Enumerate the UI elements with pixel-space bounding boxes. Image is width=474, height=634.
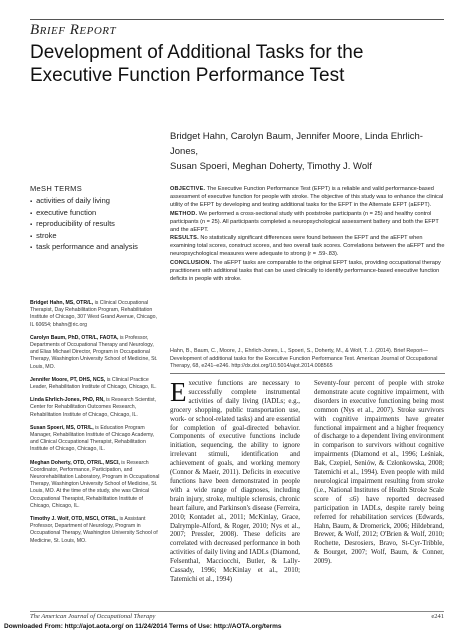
footer-rule bbox=[30, 611, 444, 612]
author-bio: Carolyn Baum, PhD, OTR/L, FAOTA, is Professor, Departments of Occupational Therapy and Neurology, and Elias Michael Director, Program in Occupational Therapy, Washington University School of Medicine, St. Louis, MO. bbox=[30, 334, 158, 370]
abstract-objective: OBJECTIVE. The Executive Function Performance Test (EFPT) is a reliable and valid performance-based assessment of executive function for people with stroke. The objective of this study was to enhance the clinical utility of the EFPT by developing and testing additional tasks for the EFPT in the Alternate EFPT (aEFPT). bbox=[170, 186, 444, 208]
author-bio: Susan Spoeri, MS, OTR/L, is Education Program Manager, Rehabilitation Institute of Chicago Academy, and Clinical Occupational Therapist, Rehabilitation Institute of Chicago, Chicago, IL. bbox=[30, 424, 155, 453]
author-bio: Timothy J. Wolf, OTD, MSCI, OTR/L, is Assistant Professor, Department of Neurology, Program in Occupational Therapy, Washington University School of Medicine, St. Louis, MO. bbox=[30, 516, 158, 544]
body-column-2 bbox=[314, 380, 444, 567]
authors-line-2: Susan Spoeri, Meghan Doherty, Timothy J. Wolf bbox=[170, 161, 372, 172]
top-rule bbox=[30, 19, 444, 20]
mesh-heading: MeSH TERMS bbox=[30, 184, 83, 193]
mesh-term: ▪ activities of daily living bbox=[30, 196, 158, 208]
author-bios bbox=[30, 300, 160, 551]
mesh-term: ▪ reproducibility of results bbox=[30, 219, 158, 231]
author-list bbox=[170, 129, 445, 174]
body-text: Seventy-four percent of people with stroke demonstrate acute cognitive impairment, with disorders in executive functioning being most common (Nys et al., 2007). Stroke survivors with cognitive impairments have greater functional impairment and a higher frequency of discharge to a dependent living environment in comparison to survivors without cognitive impairments (Diamond et al., 1996; Leśniak, Bak, Czepiel, Seniów, & Członkowska, 2008; Tatemichi et al., 1994). Even people with mild neurological impairment resulting from stroke (i.e., National Institutes of Health Stroke Scale score of ≤6) have reported decreased participation in IADLs, despite rarely being referred for rehabilitation services (Edwards, Hahn, Baum, & Dromerick, 2006; Hildebrand, Brewer, & Wolf, 2012; O'Brien & Wolf, 2010; Rochette, Desrosiers, Bravo, St-Cyr-Tribble, & Bourget, 2007; Wolf, Baum, & Conner, 2009). bbox=[314, 380, 444, 566]
abstract-method: METHOD. We performed a cross-sectional study with poststroke participants (n = 25) and healthy control participants (n = 25). All participants completed a neuropsychological assessment battery and both the EFPT and the aEFPT. bbox=[170, 210, 439, 233]
mesh-term-list bbox=[30, 196, 158, 254]
mesh-term: ▪ executive function bbox=[30, 208, 158, 220]
abstract-conclusion: CONCLUSION. The aEFPT tasks are comparable to the original EFPT tasks, providing occupational therapy practitioners with additional tasks that can be used clinically to identify performance-based executive function deficits in people with stroke. bbox=[170, 260, 441, 282]
journal-name: The American Journal of Occupational Therapy bbox=[30, 613, 156, 620]
authors-line-1: Bridget Hahn, Carolyn Baum, Jennifer Moore, Linda Ehrlich-Jones, bbox=[170, 131, 423, 157]
page-number: e241 bbox=[431, 613, 444, 620]
section-rule bbox=[170, 373, 445, 374]
mesh-term: ▪ task performance and analysis bbox=[30, 242, 158, 254]
body-text: xecutive functions are necessary to successfully complete instrumental activities of daily living (IADLs; e.g., grocery shopping, public transportation use, work- or school-related tasks) and are essential for completion of goal-directed behavior. Components of executive functions include initiation, sequencing, the ability to ignore irrelevant stimuli, identification and achievement of goals, and working memory (Connor & Maeir, 2011). Deficits in executive functions have been demonstrated in people with a wide range of diagnoses, including brain injury, stroke, multiple sclerosis, chronic heart failure, and Parkinson's disease (Ferreira, 2010; Kontadet al., 2011; McKinlay, Grace, Dalrymple-Alford, & Roger, 2010; Nys et al., 2007; Pressler, 2008). These deficits are correlated with decreased performance in both activities of daily living and IADLs (Diamond, Felsenthal, Macciocchi, Butler, & Lally-Cassady, 1996; McKinlay et al., 2010; Tatemichi et al., 1994) bbox=[170, 380, 300, 583]
author-bio: Bridget Hahn, MS, OTR/L, is Clinical Occupational Therapist, Day Rehabilitation Program, Rehabilitation Institute of Chicago, 307 West Grand Avenue, Chicago, IL 60654; bhahn@ric.org bbox=[30, 300, 157, 328]
author-bio: Jennifer Moore, PT, DHS, NCS, is Clinical Practice Leader, Rehabilitation Institute of Chicago, Chicago, IL. bbox=[30, 376, 157, 391]
section-label: Brief Report bbox=[30, 22, 117, 38]
article-title: Development of Additional Tasks for the Executive Function Performance Test bbox=[30, 42, 364, 86]
abstract bbox=[170, 186, 445, 285]
drop-cap: E bbox=[170, 377, 187, 407]
author-bio: Meghan Doherty, OTD, OTR/L, MSCI, is Research Coordinator, Performance, Participation, and Neurorehabilitation Laboratory, Program in Occupational Therapy, Washington University School of Medicine, St. Louis, MO. At the time of the study, she was Clinical Occupational Therapist, Rehabilitation Institute of Chicago, Chicago, IL. bbox=[30, 459, 160, 509]
mesh-terms bbox=[30, 184, 158, 254]
download-notice: Downloaded From: http://ajot.aota.org/ on 11/24/2014 Terms of Use: http://AOTA.org/terms bbox=[4, 623, 282, 630]
citation: Hahn, B., Baum, C., Moore, J., Ehrlich-Jones, L., Spoeri, S., Doherty, M., & Wolf, T. J. (2014). Brief Report—Development of additional tasks for the Executive Function Performance Test. American Journal of Occupational Therapy, 68, e241–e246. http://dx.doi.org/10.5014/ajot.2014.008565 bbox=[170, 348, 438, 370]
author-bio: Linda Ehrlich-Jones, PhD, RN, is Research Scientist, Center for Rehabilitation Outcomes Research, Rehabilitation Institute of Chicago, Chicago, IL. bbox=[30, 397, 156, 418]
mesh-term: ▪ stroke bbox=[30, 231, 158, 243]
body-column-1 bbox=[170, 377, 300, 585]
abstract-results: RESULTS. No statistically significant differences were found between the EFPT and the aEFPT when examining total scores, construct scores, and two overall task scores. Correlations between the aEFPT and the neuropsychological measures were adequate to strong (r = .59-.83). bbox=[170, 235, 445, 258]
